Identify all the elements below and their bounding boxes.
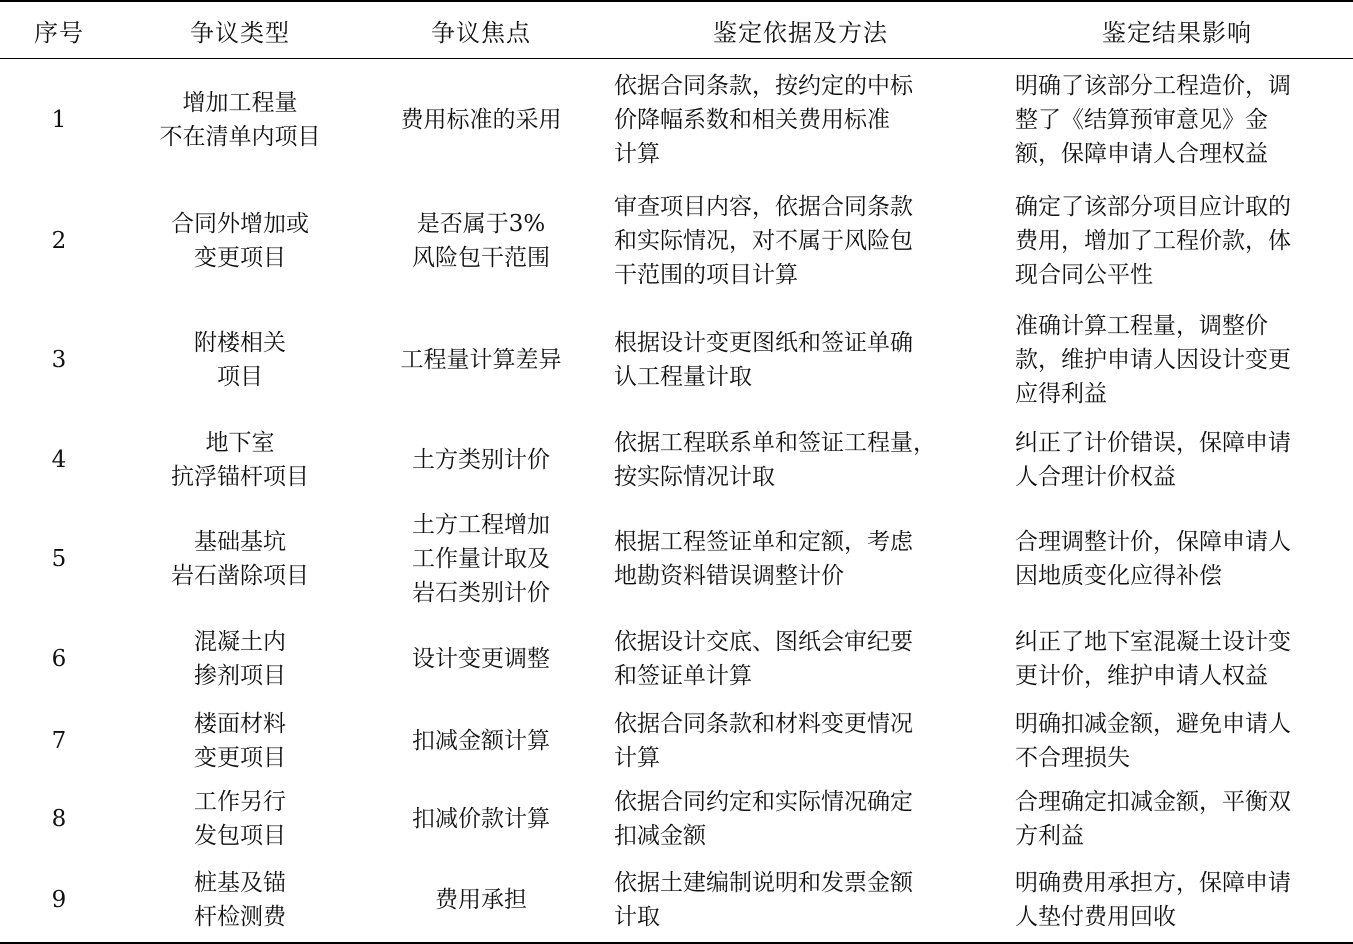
table-row: [0, 780, 1353, 858]
cell-line: 确定了该部分项目应计取的: [1015, 193, 1291, 220]
cell-line: 依据工程联系单和签证工程量，: [614, 430, 936, 456]
cell-line: 地下室: [205, 430, 275, 456]
cell-method: [600, 702, 1001, 780]
table-row: [0, 301, 1353, 418]
cell-method: [600, 418, 1001, 502]
cell-focus: [362, 780, 600, 858]
cell-line: 是否属于3%: [416, 210, 546, 237]
cell-line: 不在清单内项目: [159, 123, 321, 150]
cell-line: 增加工程量: [182, 89, 298, 116]
cell-line: 基础基坑: [194, 529, 286, 555]
cell-line: 扣减金额: [614, 823, 706, 849]
table-row: [0, 59, 1353, 181]
cell-no: 7: [51, 728, 67, 754]
cell-line: 杆检测费: [194, 904, 286, 930]
cell-line: 合理调整计价，保障申请人: [1015, 529, 1291, 555]
cell-line: 认工程量计取: [614, 363, 752, 390]
cell-method: [600, 616, 1001, 702]
cell-line: 桩基及锚: [194, 870, 286, 896]
header-method: 鉴定依据及方法: [600, 1, 1001, 59]
cell-line: 变更项目: [194, 244, 286, 271]
cell-line: 依据合同条款，按约定的中标: [614, 72, 913, 99]
cell-result: [1001, 780, 1353, 858]
cell-type: [118, 780, 362, 858]
cell-line: 岩石类别计价: [412, 580, 550, 606]
table-row: [0, 502, 1353, 616]
cell-line: 土方类别计价: [412, 447, 550, 473]
cell-focus: [362, 59, 600, 181]
cell-line: 依据合同条款和材料变更情况: [614, 711, 913, 737]
cell-no: 1: [51, 106, 67, 133]
cell-result: [1001, 502, 1353, 616]
cell-type: [118, 616, 362, 702]
cell-focus: [362, 301, 600, 418]
cell-type: [118, 702, 362, 780]
header-no: 序号: [0, 1, 118, 59]
cell-result: [1001, 418, 1353, 502]
cell-focus: [362, 858, 600, 943]
cell-line: 不合理损失: [1015, 745, 1130, 771]
cell-line: 地勘资料错误调整计价: [614, 563, 844, 589]
cell-no: 4: [51, 447, 67, 473]
cell-line: 纠正了地下室混凝土设计变: [1015, 629, 1291, 655]
cell-line: 和签证单计算: [614, 663, 752, 689]
cell-method: [600, 301, 1001, 418]
cell-line: 发包项目: [194, 823, 286, 849]
cell-focus: [362, 180, 600, 301]
cell-line: 应得利益: [1015, 380, 1107, 407]
cell-line: 合同外增加或: [171, 210, 309, 237]
cell-line: 人垫付费用回收: [1015, 904, 1176, 930]
cell-method: [600, 502, 1001, 616]
cell-method: [600, 858, 1001, 943]
cell-result: [1001, 180, 1353, 301]
table-row: [0, 858, 1353, 943]
cell-method: [600, 59, 1001, 181]
cell-line: 根据设计变更图纸和签证单确: [614, 329, 913, 356]
cell-no: 5: [51, 546, 67, 572]
cell-line: 额，保障申请人合理权益: [1015, 140, 1268, 167]
cell-type: [118, 418, 362, 502]
cell-line: 计算: [614, 745, 660, 771]
table-row: [0, 180, 1353, 301]
cell-type: [118, 180, 362, 301]
cell-type: [118, 59, 362, 181]
cell-result: [1001, 59, 1353, 181]
cell-no: 9: [51, 887, 67, 913]
cell-line: 扣减金额计算: [412, 728, 550, 754]
cell-no: 6: [51, 646, 67, 672]
table-header-row: [0, 1, 1353, 59]
cell-line: 费用标准的采用: [400, 106, 562, 133]
header-type: 争议类型: [118, 1, 362, 59]
cell-line: 扣减价款计算: [412, 806, 550, 832]
cell-line: 工作另行: [194, 789, 286, 815]
cell-line: 变更项目: [194, 745, 286, 771]
table-row: [0, 616, 1353, 702]
cell-result: [1001, 702, 1353, 780]
cell-result: [1001, 301, 1353, 418]
cell-focus: [362, 702, 600, 780]
cell-method: [600, 180, 1001, 301]
cell-line: 明确费用承担方，保障申请: [1015, 870, 1291, 896]
cell-focus: [362, 502, 600, 616]
cell-line: 计取: [614, 904, 660, 930]
cell-line: 工作量计取及: [412, 546, 550, 572]
cell-type: [118, 858, 362, 943]
cell-no: 8: [51, 806, 67, 832]
cell-line: 风险包干范围: [412, 244, 550, 271]
cell-line: 费用，增加了工程价款，体: [1015, 227, 1291, 254]
cell-line: 按实际情况计取: [614, 464, 775, 490]
cell-line: 明确了该部分工程造价，调: [1015, 72, 1291, 99]
cell-line: 土方工程增加: [412, 512, 550, 538]
cell-line: 岩石凿除项目: [171, 563, 309, 589]
table-row: [0, 418, 1353, 502]
cell-focus: [362, 418, 600, 502]
cell-method: [600, 780, 1001, 858]
cell-line: 设计变更调整: [412, 646, 550, 672]
cell-focus: [362, 616, 600, 702]
cell-line: 整了《结算预审意见》金: [1015, 106, 1268, 133]
cell-type: [118, 301, 362, 418]
cell-no: 3: [51, 346, 67, 373]
cell-line: 款，维护申请人因设计变更: [1015, 346, 1291, 373]
cell-line: 方利益: [1015, 823, 1084, 849]
cell-line: 审查项目内容，依据合同条款: [614, 193, 913, 220]
cell-line: 纠正了计价错误，保障申请: [1015, 430, 1291, 456]
cell-line: 和实际情况，对不属于风险包: [614, 227, 913, 254]
cell-line: 干范围的项目计算: [614, 261, 798, 288]
cell-line: 项目: [217, 363, 263, 390]
cell-result: [1001, 616, 1353, 702]
table-row: [0, 702, 1353, 780]
cell-line: 掺剂项目: [194, 663, 286, 689]
cell-line: 费用承担: [435, 887, 527, 913]
cell-line: 因地质变化应得补偿: [1015, 563, 1222, 589]
header-focus: 争议焦点: [362, 1, 600, 59]
cell-line: 依据土建编制说明和发票金额: [614, 870, 913, 896]
cell-line: 明确扣减金额，避免申请人: [1015, 711, 1291, 737]
cell-line: 依据合同约定和实际情况确定: [614, 789, 913, 815]
cell-line: 抗浮锚杆项目: [171, 464, 309, 490]
cell-line: 依据设计交底、图纸会审纪要: [614, 629, 913, 655]
cell-type: [118, 502, 362, 616]
cell-result: [1001, 858, 1353, 943]
header-result: 鉴定结果影响: [1001, 1, 1353, 59]
cell-line: 根据工程签证单和定额，考虑: [614, 529, 913, 555]
cell-no: 2: [51, 227, 67, 254]
cell-line: 附楼相关: [194, 329, 286, 356]
cell-line: 合理确定扣减金额，平衡双: [1015, 789, 1291, 815]
cell-line: 更计价，维护申请人权益: [1015, 663, 1268, 689]
cell-line: 价降幅系数和相关费用标准: [614, 106, 890, 133]
cell-line: 工程量计算差异: [400, 346, 562, 373]
cell-line: 现合同公平性: [1015, 261, 1153, 288]
cell-line: 楼面材料: [194, 711, 286, 737]
cell-line: 混凝土内: [194, 629, 286, 655]
cell-line: 计算: [614, 140, 660, 167]
cell-line: 准确计算工程量，调整价: [1015, 312, 1268, 339]
cell-line: 人合理计价权益: [1015, 464, 1176, 490]
